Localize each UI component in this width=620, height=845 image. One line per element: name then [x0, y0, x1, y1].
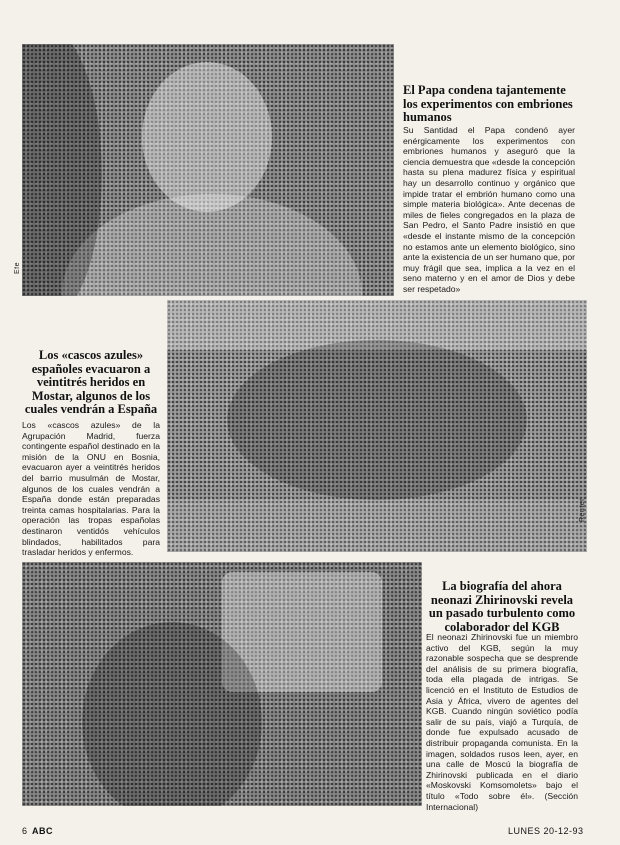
page-number: 6: [22, 826, 28, 836]
story3-body: El neonazi Zhirinovski fue un miembro activo del KGB, según la muy razonable sospecha que se desprende del análisis de su primera biografía, toda ella plagada de intrigas. Se licenció en el Instituto de Estudios de Asia y África, vivero de agentes del KGB. Cuando ningún soviético podía salir de su país, viajó a Turquía, de donde fue expulsado acusado de distribuir propaganda comunista. En la imagen, soldados rusos leen, ayer, en una calle de Moscú la biografía de Zhirinovski publicada en el diario «Moskovski Komsomolets» bajo el título «Todo sobre él». (Sección Internacional): [426, 632, 578, 812]
pope-head-shape: [142, 62, 272, 212]
soldiers-photo-credit: Reuter: [579, 498, 586, 523]
issue-date: LUNES 20-12-93: [508, 826, 584, 836]
story3-headline: La biografía del ahora neonazi Zhirinovski revela un pasado turbulento como colaborador del KGB: [428, 579, 576, 634]
ground-area: [167, 500, 587, 552]
soldiers-photo: [167, 300, 587, 552]
pope-shoulder-shape: [62, 194, 362, 296]
zhirinovski-photo: [22, 562, 422, 806]
pope-photo-credit: Efe: [14, 262, 21, 275]
pope-photo: [22, 44, 394, 296]
story1-body: Su Santidad el Papa condenó ayer enérgicamente los experimentos con embriones humanos y aseguró que la ciencia demuestra que «desde la concepción hasta su plena madurez física y espiritual hay un desarrollo continuo y orgánico que impide tratar el embrión humano como una simple materia biológica». Ante decenas de miles de fieles congregados en la plaza de San Pedro, el Santo Padre insistió en que «desde el instante mismo de la concepción no estamos ante un elemento biológico, sino ante la existencia de un ser humano que, por muy frágil que sea, implica a la vez en el seno materno y en el amor de Dios y debe ser respetado»: [403, 125, 575, 294]
pope-dark-left: [22, 44, 102, 296]
soldier-group-shape: [227, 340, 527, 500]
story2-headline: Los «cascos azules» españoles evacuaron a veintitrés heridos en Mostar, algunos de los cuales vendrán a España: [24, 348, 158, 416]
soldier-figure-shape: [82, 622, 262, 806]
paper-name: ABC: [32, 826, 53, 836]
story1-headline: El Papa condena tajantemente los experimentos con embriones humanos: [403, 83, 573, 124]
story2-body: Los «cascos azules» de la Agrupación Madrid, fuerza contingente español destinado en la misión de la ONU en Bosnia, evacuaron ayer a veintitrés heridos del barrio musulmán de Mostar, algunos de los cuales vendrán a España donde están preparadas treinta camas hospitalarias. Para la operación las tropas españolas destinaron ventidós vehículos blindados, habilitados para trasladar heridos y enfermos.: [22, 420, 160, 558]
